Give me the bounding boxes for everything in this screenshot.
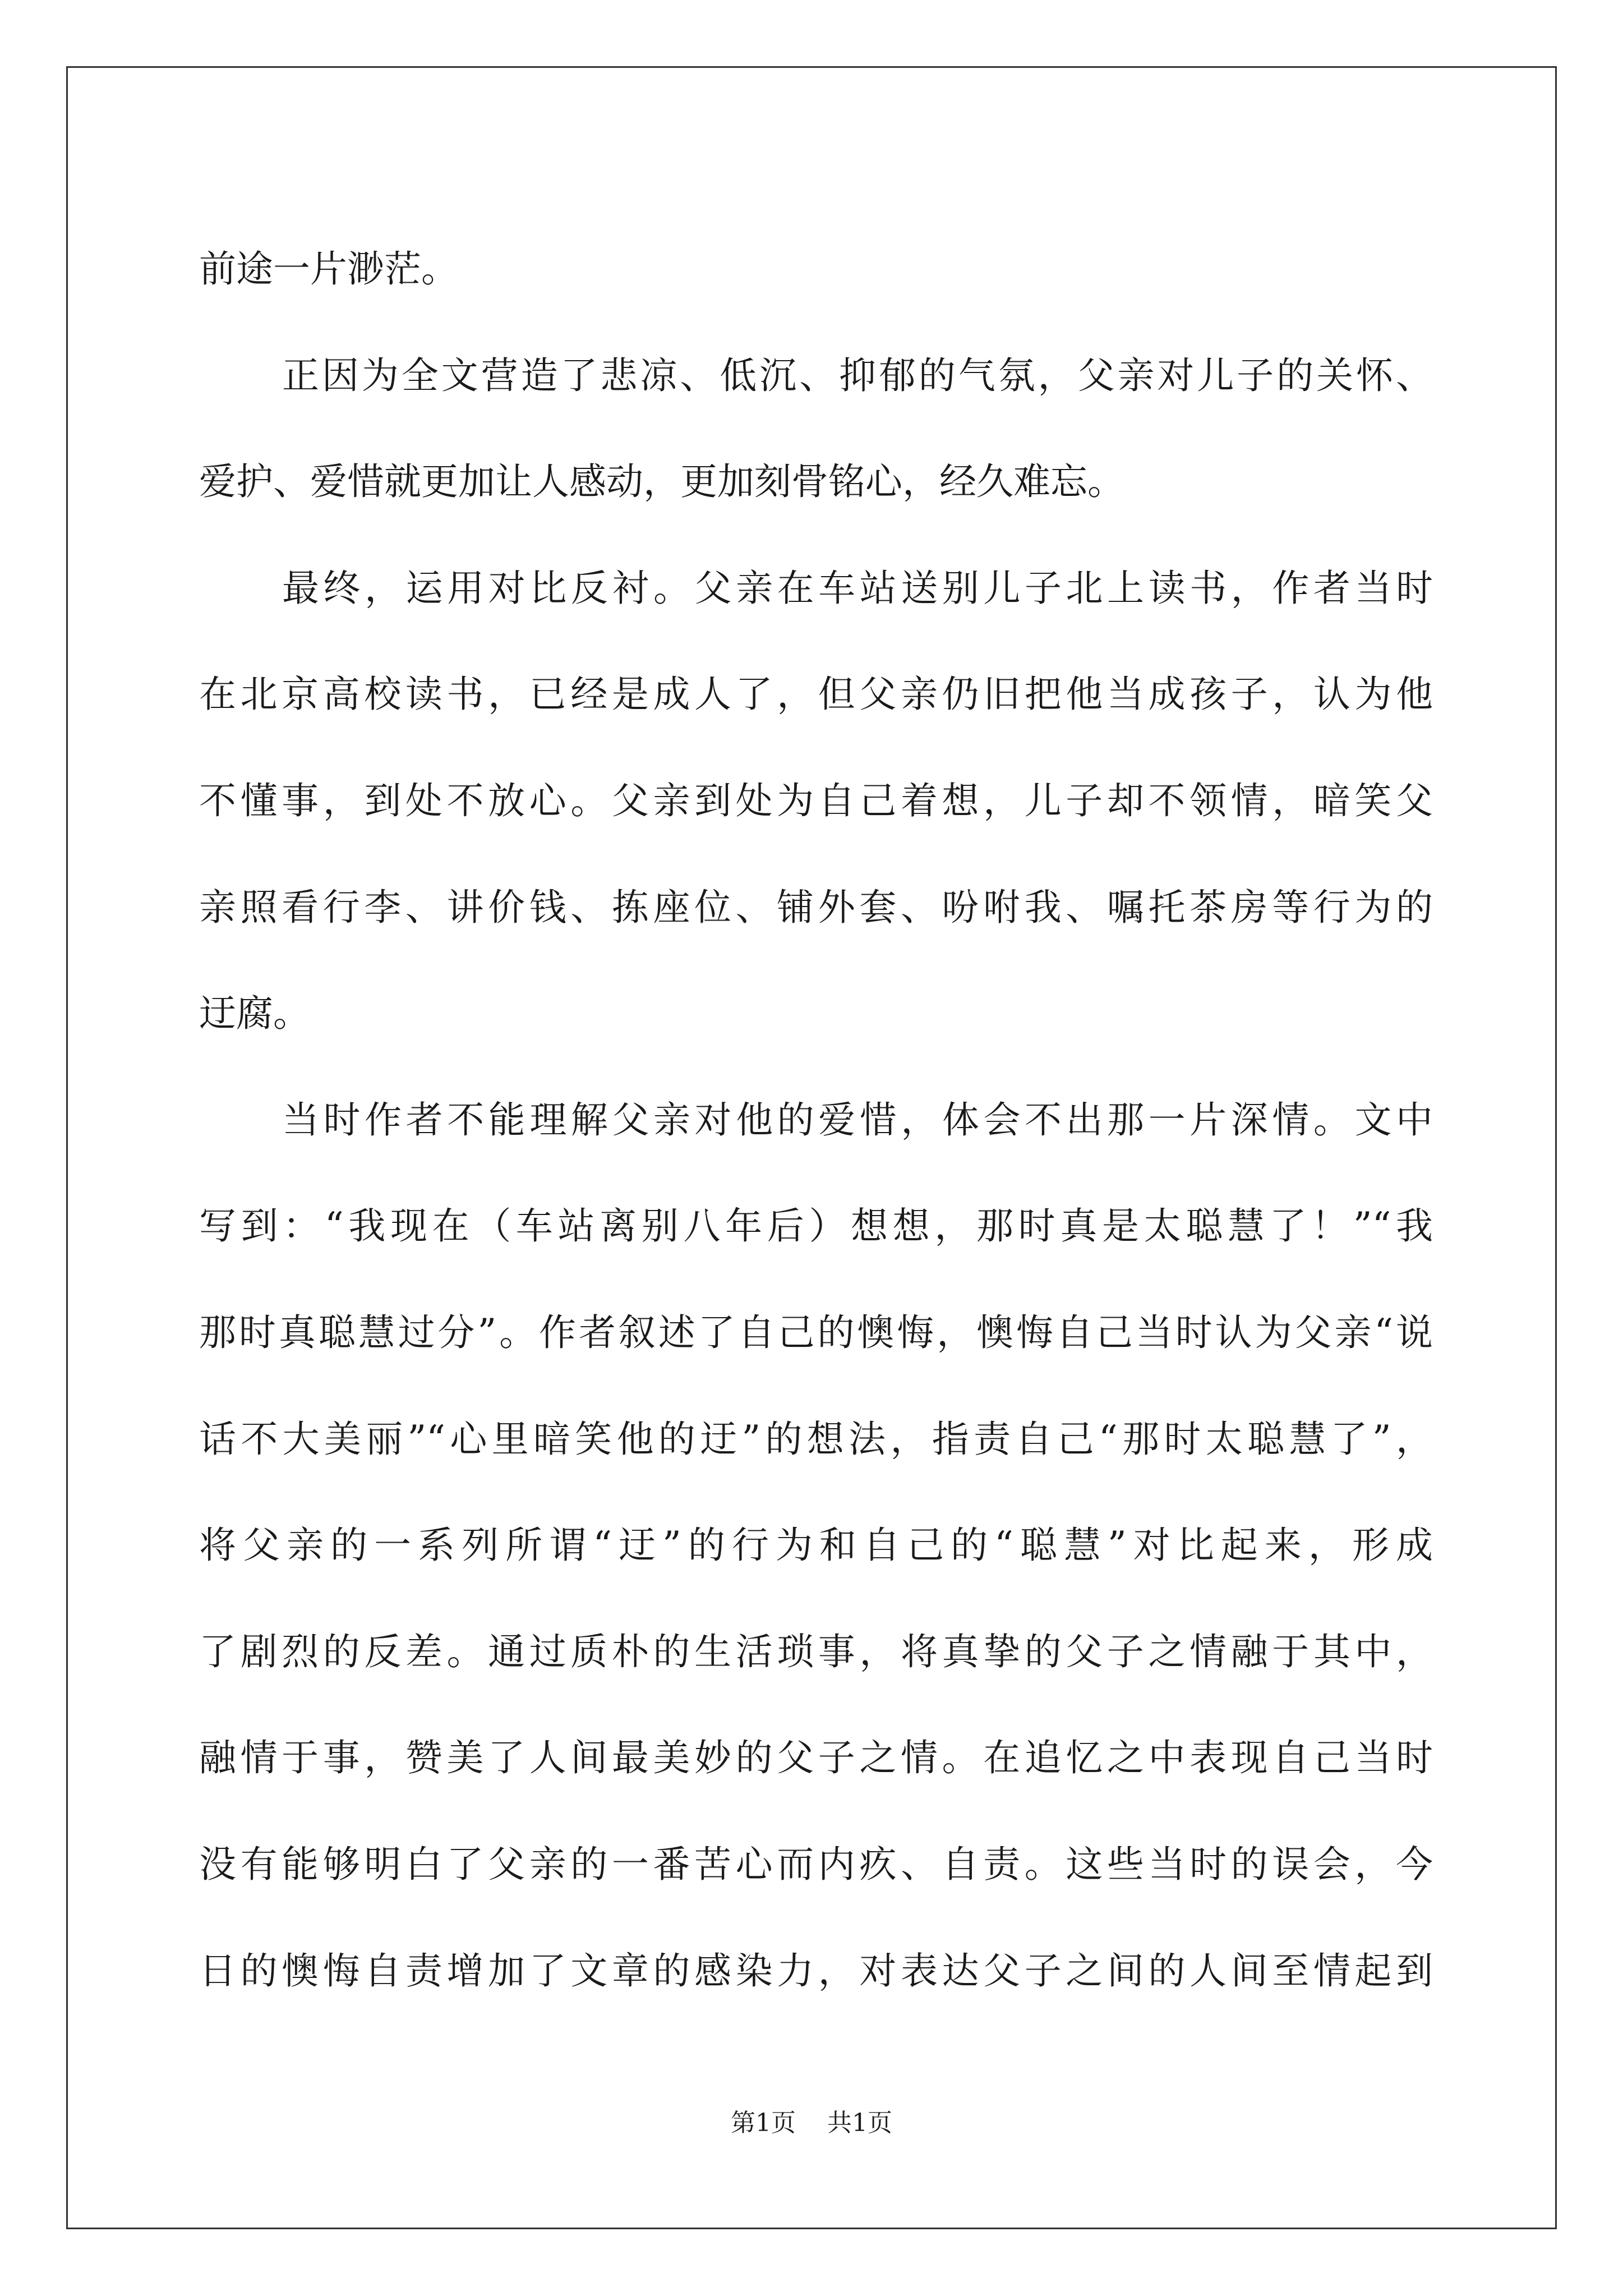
text-line: 将父亲的一系列所谓“迂”的行为和自己的“聪慧”对比起来，形成 (199, 1524, 1433, 1567)
text-line: 不懂事，到处不放心。父亲到处为自己着想，儿子却不领情，暗笑父 (199, 779, 1433, 822)
page-number: 第1页 (731, 2109, 796, 2137)
text-line: 正因为全文营造了悲凉、低沉、抑郁的气氛，父亲对儿子的关怀、 (282, 353, 1433, 397)
text-line: 在北京高校读书，已经是成人了，但父亲仍旧把他当成孩子，认为他 (199, 673, 1433, 716)
text-line: 那时真聪慧过分”。作者叙述了自己的懊悔，懊悔自己当时认为父亲“说 (199, 1310, 1433, 1354)
page-total: 共1页 (827, 2109, 892, 2137)
text-line: 爱护、爱惜就更加让人感动，更加刻骨铭心，经久难忘。 (199, 460, 1124, 504)
text-line: 日的懊悔自责增加了文章的感染力，对表达父子之间的人间至情起到 (199, 1949, 1433, 1993)
text-line: 最终，运用对比反衬。父亲在车站送别儿子北上读书，作者当时 (282, 566, 1433, 610)
text-line: 没有能够明白了父亲的一番苦心而内疚、自责。这些当时的误会，今 (199, 1842, 1433, 1886)
text-line: 迂腐。 (199, 992, 310, 1036)
text-line: 融情于事，赞美了人间最美妙的父子之情。在追忆之中表现自己当时 (199, 1736, 1433, 1780)
text-line: 亲照看行李、讲价钱、拣座位、铺外套、吩咐我、嘱托茶房等行为的 (199, 885, 1433, 929)
text-line: 话不大美丽”“心里暗笑他的迂”的想法，指责自己“那时太聪慧了”， (199, 1417, 1433, 1461)
document-body (199, 216, 1433, 2024)
text-line: 前途一片渺茫。 (199, 247, 458, 291)
page-footer (0, 2102, 1623, 2138)
text-line: 当时作者不能理解父亲对他的爱惜，体会不出那一片深情。文中 (282, 1098, 1433, 1142)
text-line: 了剧烈的反差。通过质朴的生活琐事，将真挚的父子之情融于其中， (199, 1630, 1433, 1673)
text-line: 写到：“我现在（车站离别八年后）想想，那时真是太聪慧了！”“我 (199, 1204, 1433, 1248)
